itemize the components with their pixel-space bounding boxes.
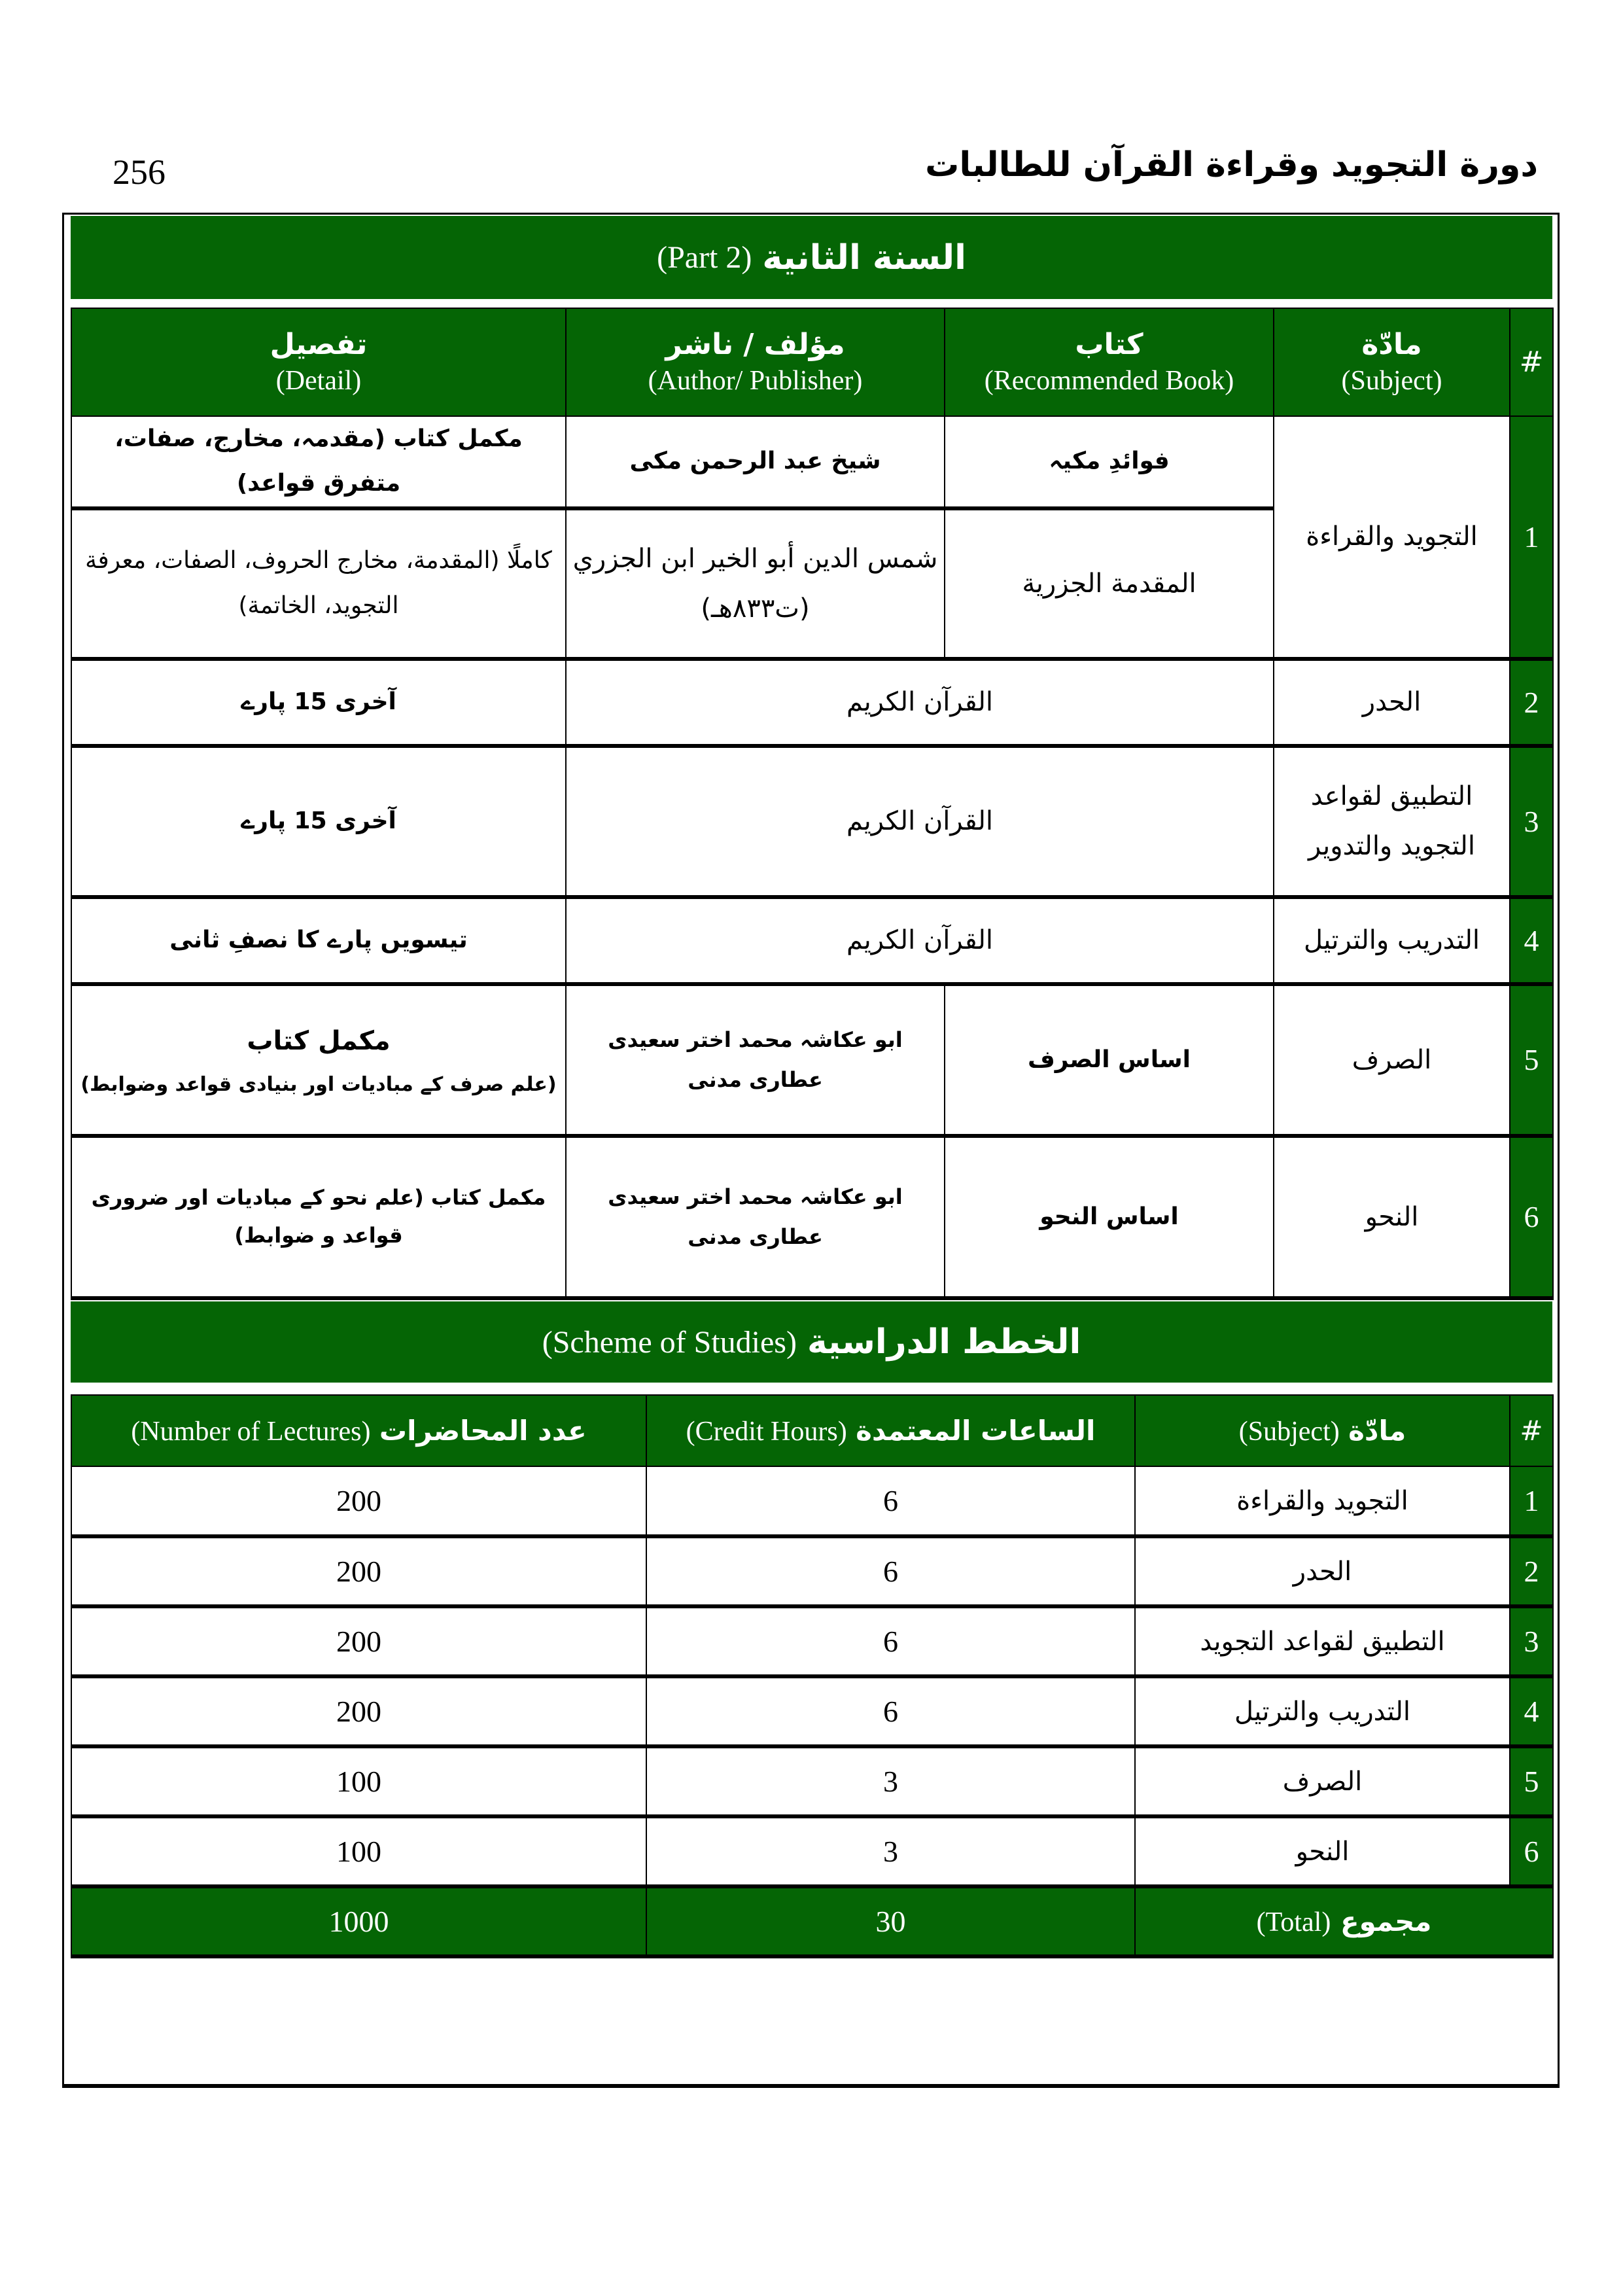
cell-lectures: 100 — [71, 1816, 646, 1886]
cell-author: شمس الدين أبو الخير ابن الجزري (ت٨٣٣هـ) — [566, 508, 945, 659]
detail-note: (علم صرف کے مبادیات اور بنیادی قواعد وضوابط) — [80, 1073, 557, 1097]
cell-book-author: القرآن الكريم — [566, 746, 1274, 897]
cell-subject: التطبيق لقواعد التجويد — [1135, 1606, 1510, 1676]
cell-lectures: 200 — [71, 1606, 646, 1676]
cell-number: 1 — [1510, 1466, 1553, 1536]
scheme-of-studies-table — [71, 1394, 1554, 1958]
total-credit-hours: 30 — [646, 1886, 1135, 1956]
cell-credit-hours: 3 — [646, 1816, 1135, 1886]
cell-subject: الصرف — [1135, 1746, 1510, 1816]
header-detail: تفصيل (Detail) — [71, 308, 566, 416]
cell-detail: مکمل کتاب (مقدمہ، مخارج، صفات، متفرق قواعد) — [71, 416, 566, 508]
cell-number: 4 — [1510, 897, 1553, 984]
table-row — [71, 1746, 1553, 1816]
header-subject: مادّة (Subject) — [1274, 308, 1510, 416]
cell-detail: كاملًا (المقدمة، مخارج الحروف، الصفات، معرفة التجويد، الخاتمة) — [71, 508, 566, 659]
part2-title-band — [71, 216, 1552, 299]
table-row — [71, 1676, 1553, 1746]
table-row — [71, 1606, 1553, 1676]
cell-credit-hours: 3 — [646, 1746, 1135, 1816]
header-author: مؤلف / ناشر (Author/ Publisher) — [566, 308, 945, 416]
cell-number: 5 — [1510, 1746, 1553, 1816]
table-row — [71, 746, 1553, 897]
table-row — [71, 416, 1553, 508]
cell-book: المقدمة الجزرية — [945, 508, 1274, 659]
scheme-title-band — [71, 1301, 1552, 1383]
part2-syllabus-table — [71, 308, 1554, 1300]
table-header-row — [71, 308, 1553, 416]
total-label-en: (Total) — [1256, 1907, 1331, 1937]
total-lectures: 1000 — [71, 1886, 646, 1956]
cell-subject: التدريب والترتيل — [1135, 1676, 1510, 1746]
header-lectures: (Number of Lectures) عدد المحاضرات — [71, 1395, 646, 1466]
cell-detail: مکمل کتاب (علم نحو کے مبادیات اور ضروری قواعد و ضوابط) — [71, 1136, 566, 1298]
cell-lectures: 100 — [71, 1746, 646, 1816]
cell-number: 2 — [1510, 1536, 1553, 1606]
cell-number: 4 — [1510, 1676, 1553, 1746]
cell-number: 3 — [1510, 1606, 1553, 1676]
cell-subject: النحو — [1135, 1816, 1510, 1886]
cell-number: 3 — [1510, 746, 1553, 897]
scheme-title-ar: الخطط الدراسية — [807, 1322, 1081, 1362]
cell-lectures: 200 — [71, 1676, 646, 1746]
table-row — [71, 659, 1553, 746]
cell-credit-hours: 6 — [646, 1676, 1135, 1746]
table-header-row — [71, 1395, 1553, 1466]
header-number: # — [1510, 1395, 1553, 1466]
cell-number: 6 — [1510, 1136, 1553, 1298]
cell-subject: الحدر — [1135, 1536, 1510, 1606]
detail-title: مکمل کتاب — [247, 1026, 391, 1057]
cell-number: 1 — [1510, 416, 1553, 659]
table-row — [71, 1466, 1553, 1536]
cell-book: اساس الصرف — [945, 984, 1274, 1136]
cell-book: فوائدِ مکیہ — [945, 416, 1274, 508]
cell-detail: آخری 15 پارے — [71, 659, 566, 746]
cell-author: ابو عکاشہ محمد اختر سعیدی عطاری مدنی — [566, 1136, 945, 1298]
cell-author: ابو عکاشہ محمد اختر سعیدی عطاری مدنی — [566, 984, 945, 1136]
cell-book: اساس النحو — [945, 1136, 1274, 1298]
cell-subject: الحدر — [1274, 659, 1510, 746]
cell-subject: التجويد والقراءة — [1135, 1466, 1510, 1536]
cell-credit-hours: 6 — [646, 1606, 1135, 1676]
header-subject: (Subject) مادّة — [1135, 1395, 1510, 1466]
part2-title-ar: السنة الثانية — [762, 238, 966, 277]
page-number: 256 — [113, 152, 166, 192]
cell-number: 5 — [1510, 984, 1553, 1136]
cell-book-author: القرآن الكريم — [566, 659, 1274, 746]
cell-book-author: القرآن الكريم — [566, 897, 1274, 984]
cell-number: 6 — [1510, 1816, 1553, 1886]
part2-title-en: (Part 2) — [657, 240, 752, 275]
table-row — [71, 1536, 1553, 1606]
cell-detail — [71, 984, 566, 1136]
running-title: دورة التجويد وقراءة القرآن للطالبات — [925, 145, 1538, 185]
cell-subject: النحو — [1274, 1136, 1510, 1298]
header-credit-hours: (Credit Hours) الساعات المعتمدة — [646, 1395, 1135, 1466]
cell-detail: تیسویں پارے کا نصفِ ثانی — [71, 897, 566, 984]
cell-number: 2 — [1510, 659, 1553, 746]
total-label-ar: مجموع — [1340, 1905, 1432, 1937]
total-label — [1135, 1886, 1553, 1956]
table-row — [71, 984, 1553, 1136]
cell-subject: التطبيق لقواعد التجويد والتدوير — [1274, 746, 1510, 897]
scheme-title-en: (Scheme of Studies) — [542, 1324, 797, 1360]
cell-subject: التدريب والترتيل — [1274, 897, 1510, 984]
header-number: # — [1510, 308, 1553, 416]
cell-subject: التجويد والقراءة — [1274, 416, 1510, 659]
table-row — [71, 1136, 1553, 1298]
header-book: كتاب (Recommended Book) — [945, 308, 1274, 416]
cell-subject: الصرف — [1274, 984, 1510, 1136]
table-row — [71, 1816, 1553, 1886]
cell-lectures: 200 — [71, 1466, 646, 1536]
cell-detail: آخری 15 پارے — [71, 746, 566, 897]
total-row — [71, 1886, 1553, 1956]
cell-lectures: 200 — [71, 1536, 646, 1606]
cell-author: شیخ عبد الرحمن مکی — [566, 416, 945, 508]
cell-credit-hours: 6 — [646, 1466, 1135, 1536]
cell-credit-hours: 6 — [646, 1536, 1135, 1606]
table-row — [71, 897, 1553, 984]
